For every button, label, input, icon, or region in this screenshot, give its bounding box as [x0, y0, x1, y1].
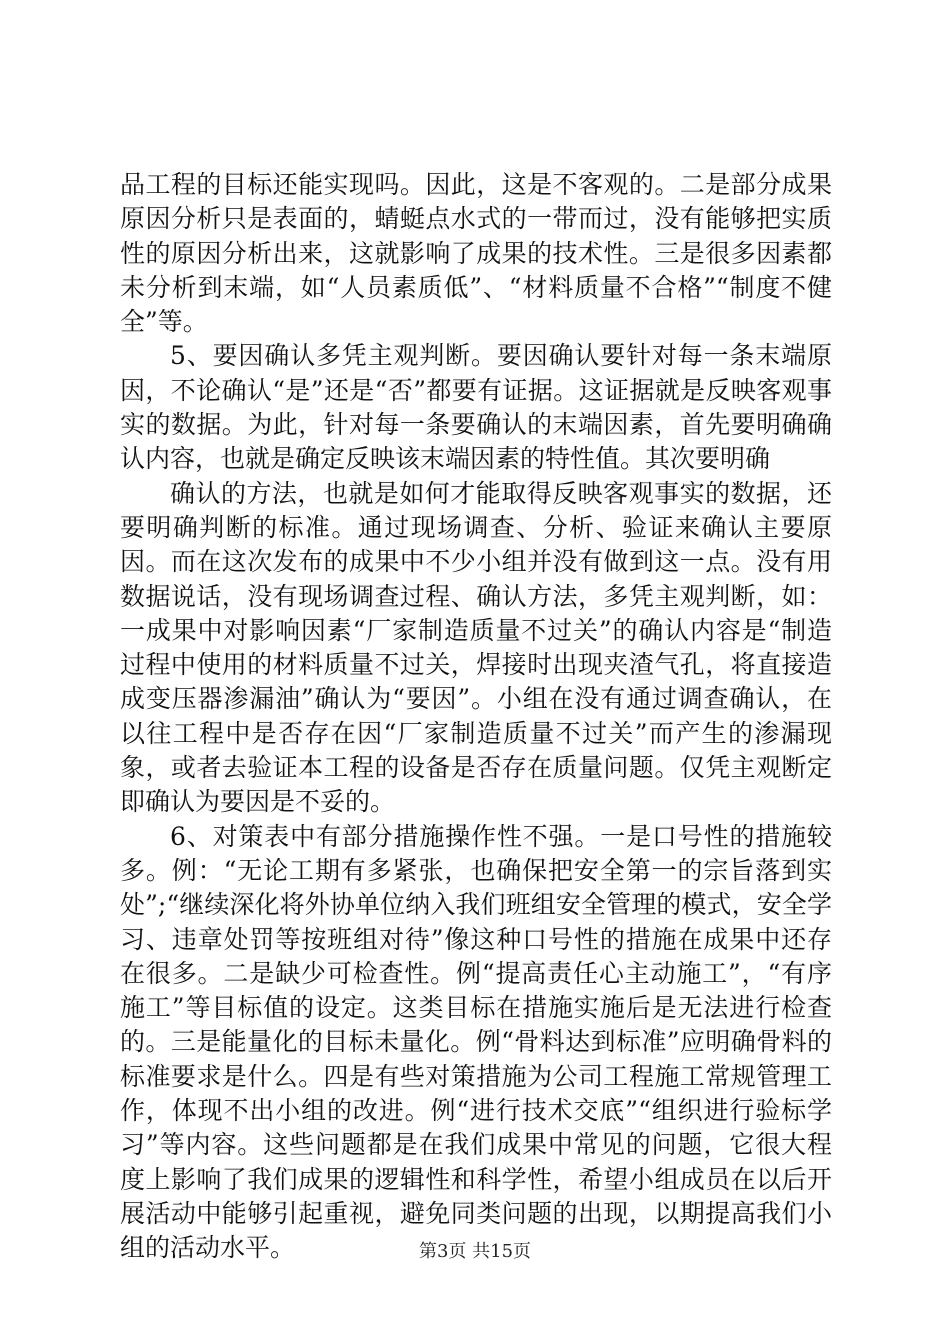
paragraph-confirmation-method: 确认的方法，也就是如何才能取得反映客观事实的数据，还要明确判断的标准。通过现场调查、分析、验证来确认主要原因。而在这次发布的成果中不少小组并没有做到这一点。没有用数据说话，没有现场调查过程、确认方法，多凭主观判断，如：一成果中对影响因素“厂家制造质量不过关”的确认内容是“制造过程中使用的材料质量不过关，焊接时出现夹渣气孔，将直接造成变压器渗漏油”确认为“要因”。小组在没有通过调查确认，在以往工程中是否存在因“厂家制造质量不过关”而产生的渗漏现象，或者去验证本工程的设备是否存在质量问题。仅凭主观断定即确认为要因是不妥的。 — [120, 478, 832, 817]
paragraph-item-5: 5、要因确认多凭主观判断。要因确认要针对每一条末端原因，不论确认“是”还是“否”都要有证据。这证据就是反映客观事实的数据。为此，针对每一条要确认的末端因素，首先要明确确认内容，也就是确定反映该末端因素的特性值。其次要明确 — [120, 341, 832, 474]
body-text — [120, 168, 832, 1266]
paragraph-item-6: 6、对策表中有部分措施操作性不强。一是口号性的措施较多。例：“无论工期有多紧张，也确保把安全第一的宗旨落到实处”;“继续深化将外协单位纳入我们班组安全管理的模式，安全学习、违章处罚等按班组对待”像这种口号性的措施在成果中还存在很多。二是缺少可检查性。例“提高责任心主动施工”，“有序施工”等目标值的设定。这类目标在措施实施后是无法进行检查的。三是能量化的目标未量化。例“骨料达到标准”应明确骨料的标准要求是什么。四是有些对策措施为公司工程施工常规管理工作，体现不出小组的改进。例“进行技术交底”“组织进行验标学习”等内容。这些问题都是在我们成果中常见的问题，它很大程度上影响了我们成果的逻辑性和科学性，希望小组成员在以后开展活动中能够引起重视，避免同类问题的出现，以期提高我们小组的活动水平。 — [120, 821, 832, 1263]
page-number-footer: 第3页 共15页 — [418, 1241, 532, 1262]
paragraph-continuation: 品工程的目标还能实现吗。因此，这是不客观的。二是部分成果原因分析只是表面的，蜻蜓点水式的一带而过，没有能够把实质性的原因分析出来，这就影响了成果的技术性。三是很多因素都未分析到末端，如“人员素质低”、“材料质量不合格”“制度不健全”等。 — [120, 170, 832, 337]
